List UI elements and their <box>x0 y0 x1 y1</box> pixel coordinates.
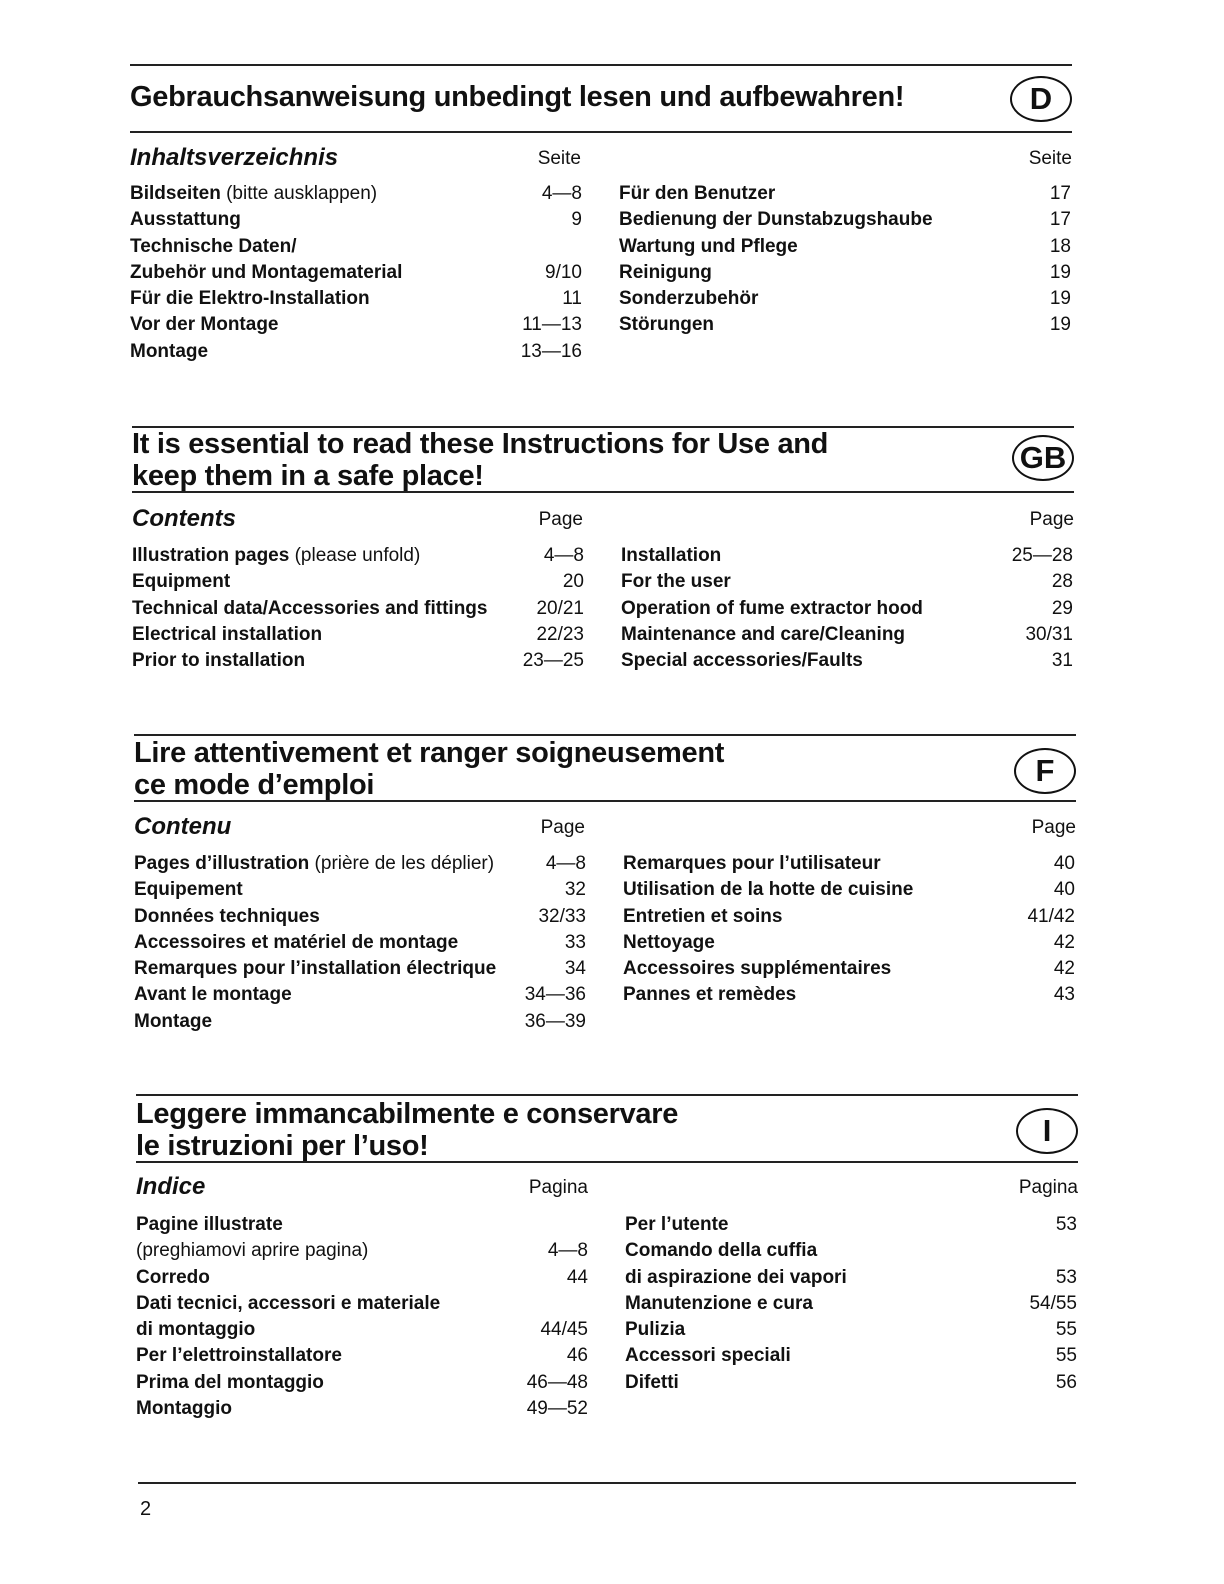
toc-entry: Illustration pages (please unfold) 4—8 <box>132 545 584 566</box>
toc-entry: Maintenance and care/Cleaning 30/31 <box>621 623 1073 645</box>
toc-entry: Accessoires supplémentaires 42 <box>623 958 1075 980</box>
section-gb <box>132 426 1074 686</box>
toc-entry: Reinigung 19 <box>619 261 1071 283</box>
toc-entry: Für die Elektro-Installation 11 <box>130 288 582 310</box>
section-f <box>134 734 1076 1044</box>
section-rule-bottom <box>134 800 1076 802</box>
section-heading <box>130 81 904 113</box>
heading-line: keep them in a safe place! <box>132 460 484 492</box>
toc-entry: Für den Benutzer 17 <box>619 183 1071 204</box>
toc-right-list <box>623 851 1075 1009</box>
left-column-label: Page <box>540 817 585 838</box>
toc-entry: Montage 36—39 <box>134 1010 586 1032</box>
toc-entry: Pages d’illustration (prière de les déplier) 4—8 <box>134 853 586 874</box>
language-badge-f: F <box>1014 748 1076 794</box>
toc-right-list <box>621 543 1073 674</box>
heading-line: le istruzioni per l’uso! <box>136 1130 429 1162</box>
toc-title: Inhaltsverzeichnis <box>130 144 339 171</box>
toc-entry: Manutenzione e cura 54/55 <box>625 1292 1077 1314</box>
toc-entry: Wartung und Pflege 18 <box>619 235 1071 257</box>
right-column-label: Seite <box>1028 148 1072 169</box>
toc-entry: Dati tecnici, accessori e materiale <box>136 1292 441 1314</box>
toc-entry: Installation 25—28 <box>621 545 1073 566</box>
heading-line: It is essential to read these Instructions for Use and <box>132 428 829 460</box>
toc-entry: Technische Daten/ <box>130 235 297 257</box>
toc-entry: Electrical installation 22/23 <box>132 623 584 645</box>
toc-entry: Difetti 56 <box>625 1371 1077 1393</box>
toc-title: Contenu <box>134 813 232 840</box>
left-column-label: Pagina <box>528 1177 588 1198</box>
section-d <box>130 64 1072 374</box>
language-badge-gb: GB <box>1012 435 1074 481</box>
toc-left-list <box>134 851 586 1035</box>
page-number: 2 <box>140 1498 152 1520</box>
toc-entry: Comando della cuffia <box>625 1240 818 1262</box>
toc-entry: Ausstattung 9 <box>130 209 582 231</box>
toc-entry: Sonderzubehör 19 <box>619 288 1071 310</box>
toc-entry: Pagine illustrate <box>136 1214 283 1235</box>
language-badge-i: I <box>1016 1108 1078 1154</box>
section-rule-bottom <box>136 1161 1078 1163</box>
toc-entry: Pannes et remèdes 43 <box>623 984 1075 1006</box>
toc-entry: Special accessories/Faults 31 <box>621 650 1073 672</box>
toc-entry: Equipment 20 <box>132 571 584 593</box>
section-rule-top <box>130 64 1072 66</box>
toc-entry: Montaggio 49—52 <box>136 1398 588 1420</box>
toc-entry: Equipement 32 <box>134 879 586 901</box>
toc-title: Contents <box>132 505 236 532</box>
toc-entry: Remarques pour l’utilisateur 40 <box>623 853 1075 874</box>
section-rule-bottom <box>132 491 1074 493</box>
toc-left-list <box>130 181 582 365</box>
toc-entry: Utilisation de la hotte de cuisine 40 <box>623 879 1075 901</box>
section-heading <box>134 737 724 801</box>
toc-entry: Montage 13—16 <box>130 340 582 362</box>
right-column-label: Pagina <box>1018 1177 1078 1198</box>
left-column-label: Page <box>538 509 583 530</box>
toc-entry: Accessoires et matériel de montage 33 <box>134 931 586 953</box>
toc-entry: Nettoyage 42 <box>623 931 1075 953</box>
toc-entry: Prima del montaggio 46—48 <box>136 1371 588 1393</box>
section-heading <box>132 428 828 492</box>
toc-left-list <box>136 1212 588 1422</box>
section-i <box>136 1094 1078 1434</box>
toc-entry: Störungen 19 <box>619 314 1071 336</box>
toc-title: Indice <box>136 1173 206 1200</box>
heading-line: Leggere immancabilmente e conservare <box>136 1098 679 1130</box>
toc-right-list <box>625 1212 1077 1396</box>
toc-entry: Avant le montage 34—36 <box>134 984 586 1006</box>
section-heading <box>136 1098 678 1162</box>
toc-entry: Accessori speciali 55 <box>625 1345 1077 1367</box>
right-column-label: Page <box>1029 509 1074 530</box>
toc-entry: Zubehör und Montagematerial 9/10 <box>130 261 582 283</box>
toc-entry: Vor der Montage 11—13 <box>130 314 582 336</box>
toc-entry: Données techniques 32/33 <box>134 905 586 927</box>
toc-entry: (preghiamovi aprire pagina) 4—8 <box>136 1240 588 1262</box>
heading-line: Gebrauchsanweisung unbedingt lesen und aufbewahren! <box>130 81 905 113</box>
toc-entry: Remarques pour l’installation électrique 34 <box>134 958 586 980</box>
language-badge-d: D <box>1010 76 1072 122</box>
toc-entry: di montaggio 44/45 <box>136 1319 588 1341</box>
toc-entry: Per l’utente 53 <box>625 1214 1077 1235</box>
toc-entry: Per l’elettroinstallatore 46 <box>136 1345 588 1367</box>
section-rule-top <box>134 734 1076 736</box>
toc-entry: Prior to installation 23—25 <box>132 650 584 672</box>
left-column-label: Seite <box>537 148 581 169</box>
toc-entry: Bedienung der Dunstabzugshaube 17 <box>619 209 1071 231</box>
heading-line: ce mode d’emploi <box>134 769 375 801</box>
heading-line: Lire attentivement et ranger soigneusement <box>134 737 725 769</box>
section-rule-top <box>136 1094 1078 1096</box>
toc-entry: Pulizia 55 <box>625 1319 1077 1341</box>
section-rule-bottom <box>130 131 1072 133</box>
toc-entry: Technical data/Accessories and fittings 20/21 <box>132 597 584 619</box>
toc-left-list <box>132 543 584 674</box>
toc-right-list <box>619 181 1071 339</box>
toc-entry: For the user 28 <box>621 571 1073 593</box>
toc-entry: Bildseiten (bitte ausklappen) 4—8 <box>130 183 582 204</box>
toc-entry: Corredo 44 <box>136 1266 588 1288</box>
right-column-label: Page <box>1031 817 1076 838</box>
toc-entry: Entretien et soins 41/42 <box>623 905 1075 927</box>
toc-entry: di aspirazione dei vapori 53 <box>625 1266 1077 1288</box>
footer-rule <box>138 1482 1076 1484</box>
toc-entry: Operation of fume extractor hood 29 <box>621 597 1073 619</box>
